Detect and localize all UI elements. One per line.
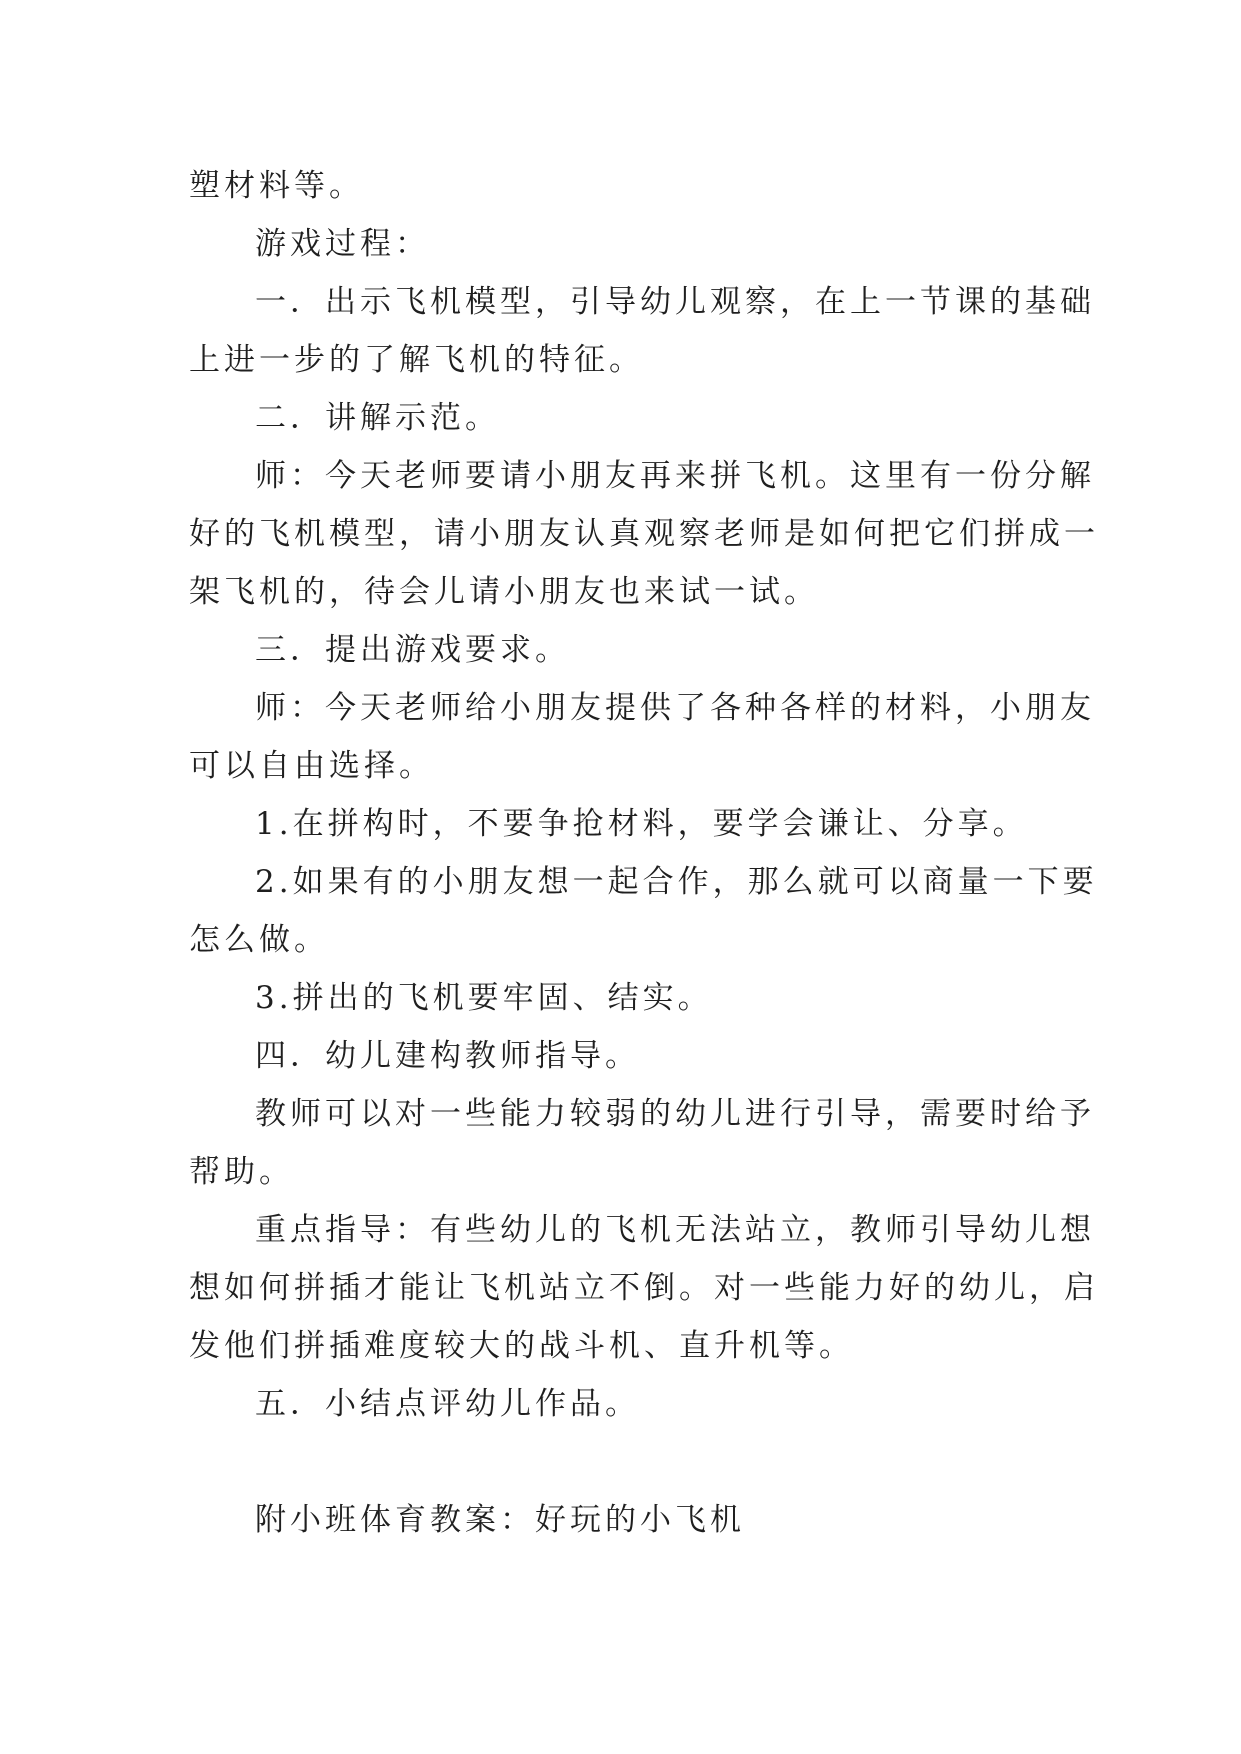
text-line: 1.在拼构时，不要争抢材料，要学会谦让、分享。: [255, 806, 1028, 842]
text-line: 游戏过程：: [255, 226, 430, 262]
text-line: 一．出示飞机模型，引导幼儿观察，在上一节课的基础: [255, 284, 1095, 320]
text-line: 想如何拼插才能让飞机站立不倒。对一些能力好的幼儿，启: [189, 1270, 1099, 1306]
appendix-title: 附小班体育教案：好玩的小飞机: [255, 1502, 745, 1538]
text-line: 师：今天老师给小朋友提供了各种各样的材料，小朋友: [255, 690, 1095, 726]
text-line: 教师可以对一些能力较弱的幼儿进行引导，需要时给予: [255, 1096, 1095, 1132]
text-line: 可以自由选择。: [189, 748, 434, 784]
text-line: 二．讲解示范。: [255, 400, 500, 436]
text-line: 好的飞机模型，请小朋友认真观察老师是如何把它们拼成一: [189, 516, 1099, 552]
text-line: 上进一步的了解飞机的特征。: [189, 342, 644, 378]
text-line: 3.拼出的飞机要牢固、结实。: [255, 980, 713, 1016]
text-line: 2.如果有的小朋友想一起合作，那么就可以商量一下要: [255, 864, 1098, 900]
text-line: 四．幼儿建构教师指导。: [255, 1038, 640, 1074]
text-line: 三．提出游戏要求。: [255, 632, 570, 668]
text-line: 架飞机的，待会儿请小朋友也来试一试。: [189, 574, 819, 610]
text-line: 帮助。: [189, 1154, 294, 1190]
text-line: 怎么做。: [189, 922, 329, 958]
text-line: 师：今天老师要请小朋友再来拼飞机。这里有一份分解: [255, 458, 1095, 494]
text-line: 五．小结点评幼儿作品。: [255, 1386, 640, 1422]
text-line: 发他们拼插难度较大的战斗机、直升机等。: [189, 1328, 854, 1364]
text-line: 重点指导：有些幼儿的飞机无法站立，教师引导幼儿想: [255, 1212, 1095, 1248]
text-line: 塑材料等。: [189, 168, 364, 204]
